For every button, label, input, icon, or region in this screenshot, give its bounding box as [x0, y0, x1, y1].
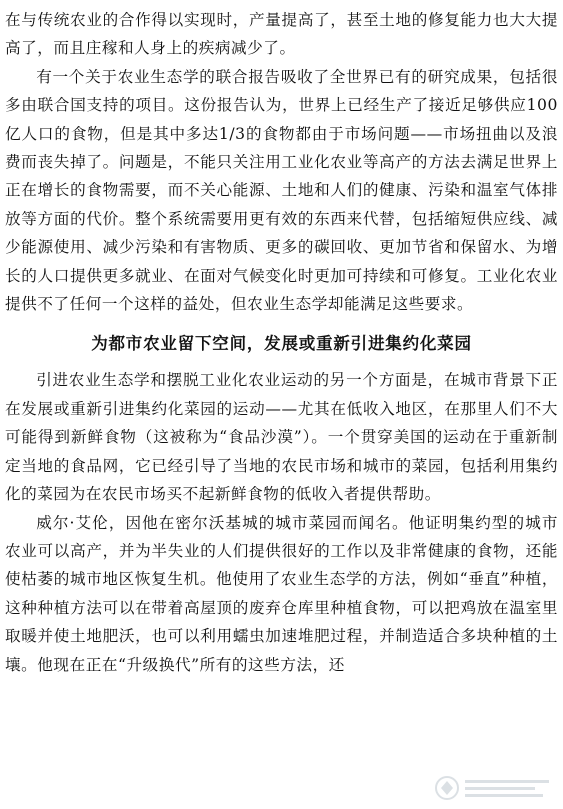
paragraph-yield-improvement: 在与传统农业的合作得以实现时，产量提高了，甚至土地的修复能力也大大提高了，而且庄稼和人身上的疾病减少了。	[5, 11, 558, 58]
paragraph-will-allen: 威尔·艾伦，因他在密尔沃基城的城市菜园而闻名。他证明集约型的城市农业可以高产，并为半失业的人们提供很好的工作以及非常健康的食物，还能使枯萎的城市地区恢复生机。他使用了农业生态学的方法，例如“垂直”种植，这种种植方法可以在带着高屋顶的废弃仓库里种植食物，可以把鸡放在温室里取暖并使土地肥沃，也可以利用蠕虫加速堆肥过程，并制造适合多块种植的土壤。他现在正在“升级换代”所有的这些方法，还	[5, 513, 558, 674]
section-heading: 为都市农业留下空间，发展或重新引进集约化菜园	[91, 334, 472, 354]
publisher-logo-watermark-icon	[431, 771, 559, 805]
paragraph-urban-gardens: 引进农业生态学和摆脱工业化农业运动的另一个方面是，在城市背景下正在发展或重新引进集约化菜园的运动——尤其在低收入地区，在那里人们不大可能得到新鲜食物（这被称为“食品沙漠”）。一个贯穿美国的运动在于重新制定当地的食品网，它已经引导了当地的农民市场和城市的菜园，包括利用集约化的菜园为在农民市场买不起新鲜食物的低收入者提供帮助。	[5, 371, 558, 504]
paragraph-agroecology-report: 有一个关于农业生态学的联合报告吸收了全世界已有的研究成果，包括很多由联合国支持的项目。这份报告认为，世界上已经生产了接近足够供应100亿人口的食物，但是其中多达1/3的食物都由于市场问题——市场扭曲以及浪费而丧失掉了。问题是，不能只关注用工业化农业等高产的方法去满足世界上正在增长的食物需要，而不关心能源、土地和人们的健康、污染和温室气体排放等方面的代价。整个系统需要用更有效的东西来代替，包括缩短供应线、减少能源使用、减少污染和有害物质、更多的碳回收、更加节省和保留水、为增长的人口提供更多就业、在面对气候变化时更加可持续和可修复。工业化农业提供不了任何一个这样的益处，但农业生态学却能满足这些要求。	[5, 67, 558, 314]
